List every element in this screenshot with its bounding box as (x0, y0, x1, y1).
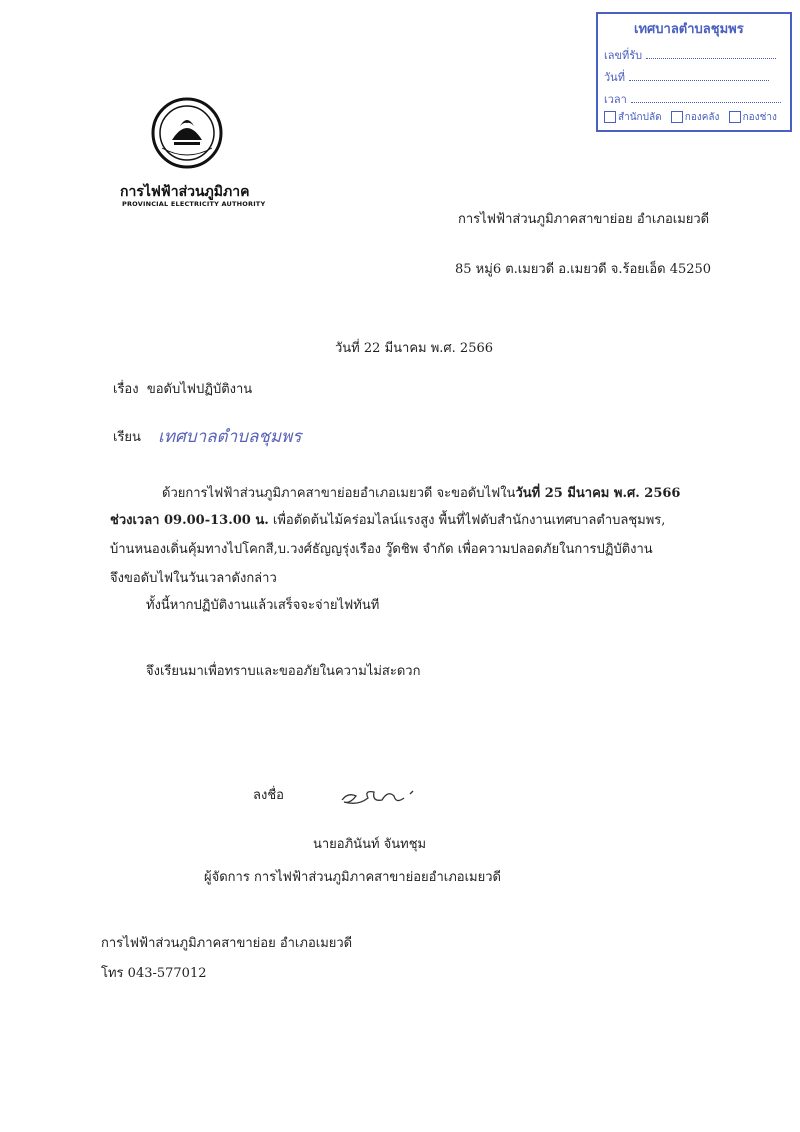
footer-office: การไฟฟ้าส่วนภูมิภาคสาขาย่อย อำเภอเมยวดี (101, 936, 353, 951)
footer-phone: โทร 043-577012 (101, 966, 207, 981)
stamp-dotted-line (646, 48, 776, 59)
stamp-received-no-row (604, 46, 788, 64)
logo-name-english: PROVINCIAL ELECTRICITY AUTHORITY (122, 200, 266, 208)
signature-scribble-icon (338, 782, 418, 810)
body-line-2a: ช่วงเวลา 09.00-13.00 น. (110, 513, 269, 528)
body-line-2b: เพื่อตัดต้นไม้คร่อมไลน์แรงสูง พื้นที่ไฟดับสำนักงานเทศบาลตำบลชุมพร, (268, 513, 666, 528)
body-line-1b: วันที่ 25 มีนาคม พ.ศ. 2566 (515, 486, 681, 501)
body-line-4: จึงขอดับไฟในวันเวลาดังกล่าว (110, 571, 277, 586)
stamp-date-row (604, 68, 788, 86)
closing-line: จึงเรียนมาเพื่อทราบและขออภัยในความไม่สะดวก (146, 664, 421, 679)
stamp-box-label-3: กองช่าง (742, 112, 777, 123)
body-paragraph-2: ทั้งนี้หากปฏิบัติงานแล้วเสร็จจะจ่ายไฟทันที (146, 598, 380, 613)
receiving-stamp (596, 12, 792, 132)
body-line-2 (110, 512, 665, 530)
stamp-title: เทศบาลตำบลชุมพร (634, 22, 744, 37)
subject-label: เรื่อง (113, 382, 139, 397)
recipient-label: เรียน (113, 430, 141, 445)
pea-logo-icon (150, 96, 224, 170)
body-line-3: บ้านหนองเดิ่นคุ้มทางไปโคกสี,บ.วงศ์ธัญญรุ่งเรือง วู๊ดชิพ จำกัด เพื่อความปลอดภัยในการปฏิบัติงาน (110, 542, 653, 557)
subject-line (113, 381, 252, 399)
checkbox-icon (729, 111, 741, 123)
signature-label: ลงชื่อ (253, 788, 284, 803)
stamp-dotted-line (631, 92, 781, 103)
stamp-time-row (604, 90, 788, 108)
recipient-handwritten: เทศบาลตำบลชุมพร (158, 427, 302, 447)
body-line-1a: ด้วยการไฟฟ้าส่วนภูมิภาคสาขาย่อยอำเภอเมยวดี จะขอดับไฟใน (162, 486, 516, 501)
body-line-1 (162, 485, 680, 503)
checkbox-icon (604, 111, 616, 123)
sender-office: การไฟฟ้าส่วนภูมิภาคสาขาย่อย อำเภอเมยวดี (458, 212, 710, 227)
checkbox-icon (671, 111, 683, 123)
stamp-date-label: วันที่ (604, 71, 625, 84)
subject-text: ขอดับไฟปฏิบัติงาน (146, 382, 253, 397)
stamp-checkboxes (604, 110, 777, 125)
letter-date: วันที่ 22 มีนาคม พ.ศ. 2566 (335, 341, 494, 356)
stamp-dotted-line (629, 70, 769, 81)
stamp-time-label: เวลา (604, 93, 627, 106)
sender-address: 85 หมู่6 ต.เมยวดี อ.เมยวดี จ.ร้อยเอ็ด 45250 (455, 262, 712, 277)
stamp-box-label-1: สำนักปลัด (618, 112, 662, 123)
logo-name-thai: การไฟฟ้าส่วนภูมิภาค (120, 184, 250, 200)
signer-position: ผู้จัดการ การไฟฟ้าส่วนภูมิภาคสาขาย่อยอำเภอเมยวดี (204, 870, 501, 885)
stamp-box-label-2: กองคลัง (684, 112, 720, 123)
stamp-received-no-label: เลขที่รับ (604, 49, 643, 62)
signer-name: นายอภินันท์ จันทชุม (313, 837, 427, 852)
